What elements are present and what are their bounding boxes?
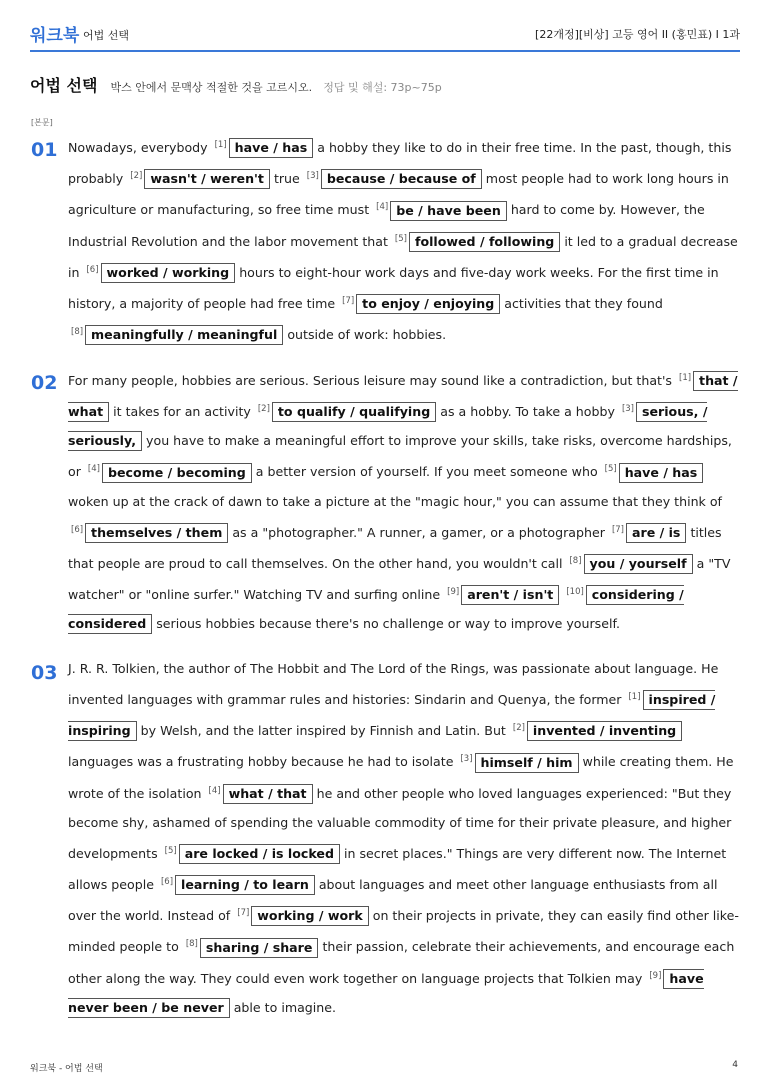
passage-03 xyxy=(68,654,740,1022)
blank-marker: [5] xyxy=(164,845,177,856)
choice-box[interactable]: wasn't / weren't xyxy=(144,169,270,189)
passage-segment: you have to make a meaningful effort to improve your skills, take risks, overcome hardships, or xyxy=(68,433,732,480)
question-number-02: 02 xyxy=(31,372,58,394)
choice-box[interactable]: meaningfully / meaningful xyxy=(85,325,283,345)
passage-segment: their passion, celebrate their achievements, and encourage each other along the way. They could even work together on language projects that Tolkien may xyxy=(68,939,735,986)
choice-box[interactable]: sharing / share xyxy=(200,938,319,958)
passage-segment: as a hobby. To take a hobby xyxy=(440,404,619,420)
footer-label: 워크북 - 어법 선택 xyxy=(30,1064,103,1074)
blank-marker: [2] xyxy=(512,723,525,734)
choice-box[interactable]: considering / considered xyxy=(68,585,684,634)
passage-segment: he and other people who loved languages experienced: "But they become shy, ashamed of spending the valuable commodity of time for their private pleasure, and higher developments xyxy=(68,785,732,861)
blank-marker: [3] xyxy=(460,754,473,765)
page-number: 4 xyxy=(732,1060,738,1070)
choice-box[interactable]: have / has xyxy=(619,463,704,483)
passage-segment: hours to eight-hour work days and five-day work weeks. For the first time in history, a majority of people had free time xyxy=(68,264,719,312)
choice-box[interactable]: himself / him xyxy=(475,753,579,773)
passage-segment: most people had to work long hours in agriculture or manufacturing, so free time must xyxy=(68,171,729,218)
blank-marker: [6] xyxy=(71,524,84,535)
choice-box[interactable]: have / has xyxy=(229,138,314,158)
blank-marker: [3] xyxy=(621,404,634,415)
blank-marker: [8] xyxy=(569,555,582,566)
choice-box[interactable]: you / yourself xyxy=(584,554,693,574)
passage-segment: languages was a frustrating hobby because he had to isolate xyxy=(68,754,458,770)
blank-marker: [9] xyxy=(649,970,662,981)
passage-segment: serious hobbies because there's no challenge or way to improve yourself. xyxy=(156,616,621,632)
passage-segment: able to imagine. xyxy=(233,999,337,1015)
passage-segment: on their projects in private, they can easily find other like-minded people to xyxy=(68,908,739,955)
choice-box[interactable]: learning / to learn xyxy=(175,875,315,895)
passage-segment: it led to a gradual decrease in xyxy=(68,233,738,280)
choice-box[interactable]: are / is xyxy=(626,523,686,543)
choice-box[interactable]: be / have been xyxy=(390,201,507,221)
instruction-text: 박스 안에서 문맥상 적절한 것을 고르시오. xyxy=(110,81,313,94)
passage-segment: it takes for an activity xyxy=(113,404,255,420)
blank-marker: [4] xyxy=(87,464,100,475)
question-number-03: 03 xyxy=(31,662,58,684)
passage-segment: about languages and meet other language enthusiasts from all over the world. Instead of xyxy=(68,877,718,924)
brand-subtitle: 어법 선택 xyxy=(83,29,130,42)
section-label: [본문] xyxy=(31,118,53,127)
question-number-01: 01 xyxy=(31,139,58,161)
blank-marker: [7] xyxy=(611,524,624,535)
passage-text xyxy=(68,654,740,1022)
blank-marker: [10] xyxy=(566,586,584,597)
passage-segment: hard to come by. However, the Industrial Revolution and the labor movement that xyxy=(68,202,705,249)
blank-marker: [1] xyxy=(628,692,641,702)
blank-marker: [8] xyxy=(71,327,84,338)
passage-segment: a "TV watcher" or "online surfer." Watching TV and surfing online xyxy=(68,555,731,603)
passage-text xyxy=(68,364,740,638)
passage-segment: woken up at the crack of dawn to take a picture at the "magic hour," you can assume that they think of xyxy=(68,493,722,509)
choice-box[interactable]: have never been / be never xyxy=(68,969,704,1018)
blank-marker: [7] xyxy=(342,295,355,306)
passage-segment: titles that people are proud to call themselves. On the other hand, you wouldn't call xyxy=(68,524,722,571)
page-header xyxy=(30,0,740,52)
brand-title: 워크북 xyxy=(30,26,80,46)
blank-marker: [1] xyxy=(679,373,692,383)
blank-marker: [6] xyxy=(86,264,99,275)
passage-segment: activities that they found xyxy=(504,296,663,312)
blank-marker: [2] xyxy=(257,404,270,415)
page-title: 어법 선택 xyxy=(30,76,98,95)
passage-segment: outside of work: hobbies. xyxy=(287,327,447,343)
passage-01 xyxy=(68,131,740,349)
choice-box[interactable]: themselves / them xyxy=(85,523,228,543)
choice-box[interactable]: aren't / isn't xyxy=(461,585,559,605)
blank-marker: [4] xyxy=(376,202,389,213)
passage-segment: by Welsh, and the latter inspired by Finnish and Latin. But xyxy=(140,723,510,739)
passage-segment: Nowadays, everybody xyxy=(68,140,212,156)
course-label: [22개정][비상] 고등 영어 II (홍민표) I 1과 xyxy=(535,28,740,41)
blank-marker: [2] xyxy=(130,171,143,182)
choice-box[interactable]: what / that xyxy=(223,784,313,804)
choice-box[interactable]: worked / working xyxy=(101,263,236,283)
passage-text xyxy=(68,131,740,349)
choice-box[interactable]: inspired / inspiring xyxy=(68,690,715,741)
passage-segment: in secret places." Things are very different now. The Internet allows people xyxy=(68,845,727,893)
blank-marker: [8] xyxy=(185,939,198,950)
choice-box[interactable]: working / work xyxy=(251,906,368,926)
answer-reference: 정답 및 해설: 73p~75p xyxy=(323,81,442,94)
choice-box[interactable]: that / what xyxy=(68,371,738,422)
choice-box[interactable]: followed / following xyxy=(409,232,560,252)
passage-02 xyxy=(68,364,740,638)
choice-box[interactable]: are locked / is locked xyxy=(179,844,340,864)
blank-marker: [9] xyxy=(447,586,460,597)
blank-marker: [1] xyxy=(214,140,227,150)
passage-segment: For many people, hobbies are serious. Serious leisure may sound like a contradiction, but that's xyxy=(68,373,676,389)
passage-segment: while creating them. He wrote of the isolation xyxy=(68,754,734,801)
blank-marker: [4] xyxy=(208,785,221,796)
blank-marker: [3] xyxy=(306,171,319,182)
choice-box[interactable]: serious, / seriously, xyxy=(68,402,707,451)
passage-segment: a hobby they like to do in their free time. In the past, though, this probably xyxy=(68,140,732,187)
blank-marker: [5] xyxy=(394,233,407,244)
choice-box[interactable]: become / becoming xyxy=(102,463,252,483)
blank-marker: [7] xyxy=(237,908,250,919)
blank-marker: [5] xyxy=(604,464,617,475)
choice-box[interactable]: invented / inventing xyxy=(527,721,682,741)
passage-segment: a better version of yourself. If you meet someone who xyxy=(255,464,602,480)
choice-box[interactable]: because / because of xyxy=(321,169,482,189)
passage-segment: as a "photographer." A runner, a gamer, or a photographer xyxy=(232,524,609,540)
blank-marker: [6] xyxy=(160,876,174,887)
choice-box[interactable]: to enjoy / enjoying xyxy=(356,294,500,314)
choice-box[interactable]: to qualify / qualifying xyxy=(272,402,436,422)
passage-segment: true xyxy=(273,171,304,187)
passage-segment: J. R. R. Tolkien, the author of The Hobbit and The Lord of the Rings, was passionate about language. He invented languages with grammar rules and histories: Sindarin and Quenya, the former xyxy=(68,661,719,708)
title-row xyxy=(30,73,442,96)
